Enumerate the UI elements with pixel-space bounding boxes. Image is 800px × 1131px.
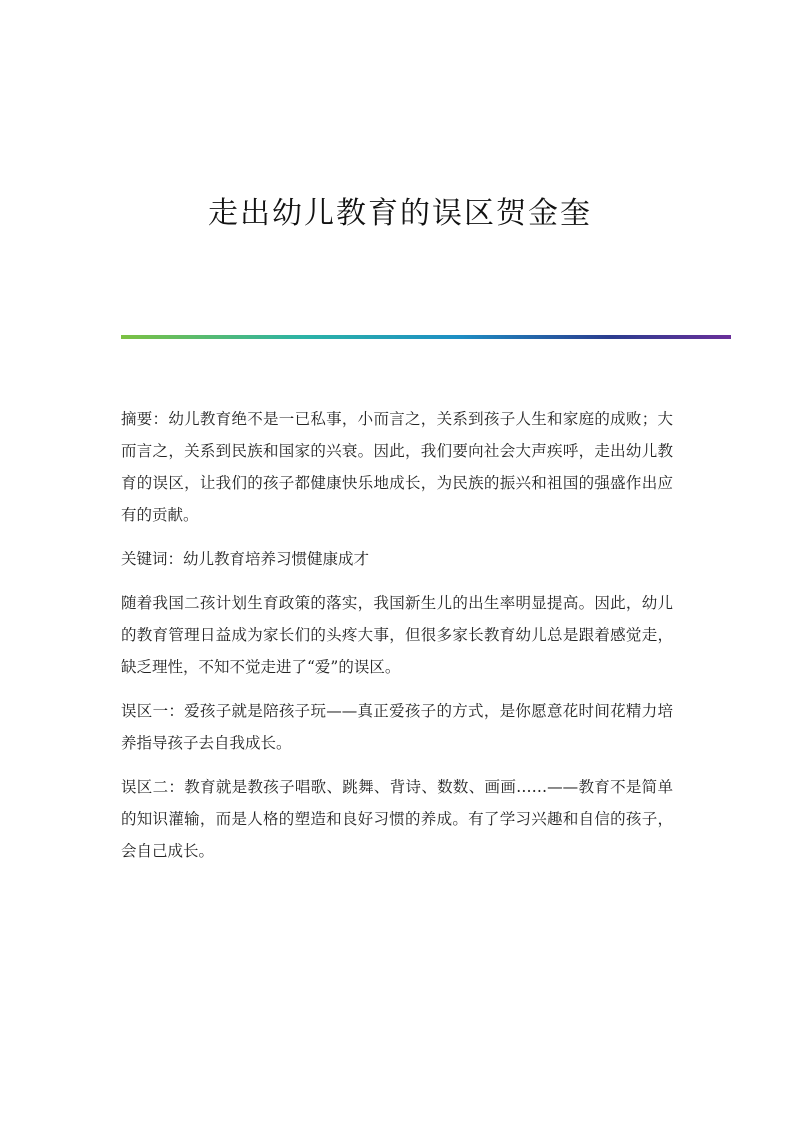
intro-paragraph: 随着我国二孩计划生育政策的落实，我国新生儿的出生率明显提高。因此，幼儿的教育管理日益成为家长们的头疼大事，但很多家长教育幼儿总是跟着感觉走，缺乏理性，不知不觉走进了“爱”的误区。 (121, 594, 673, 676)
document-title: 走出幼儿教育的误区贺金奎 (208, 196, 592, 231)
document-body (121, 403, 673, 879)
misconception-two-paragraph: 误区二：教育就是教孩子唱歌、跳舞、背诗、数数、画画……——教育不是简单的知识灌输，而是人格的塑造和良好习惯的养成。有了学习兴趣和自信的孩子，会自己成长。 (121, 778, 673, 860)
keywords-paragraph: 关键词：幼儿教育培养习惯健康成才 (121, 550, 370, 568)
abstract-paragraph: 摘要：幼儿教育绝不是一已私事，小而言之，关系到孩子人生和家庭的成败；大而言之，关系到民族和国家的兴衰。因此，我们要向社会大声疾呼，走出幼儿教育的误区，让我们的孩子都健康快乐地成长，为民族的振兴和祖国的强盛作出应有的贡献。 (121, 410, 673, 524)
title-divider (121, 335, 731, 339)
misconception-one-paragraph: 误区一：爱孩子就是陪孩子玩——真正爱孩子的方式，是你愿意花时间花精力培养指导孩子去自我成长。 (121, 702, 673, 752)
